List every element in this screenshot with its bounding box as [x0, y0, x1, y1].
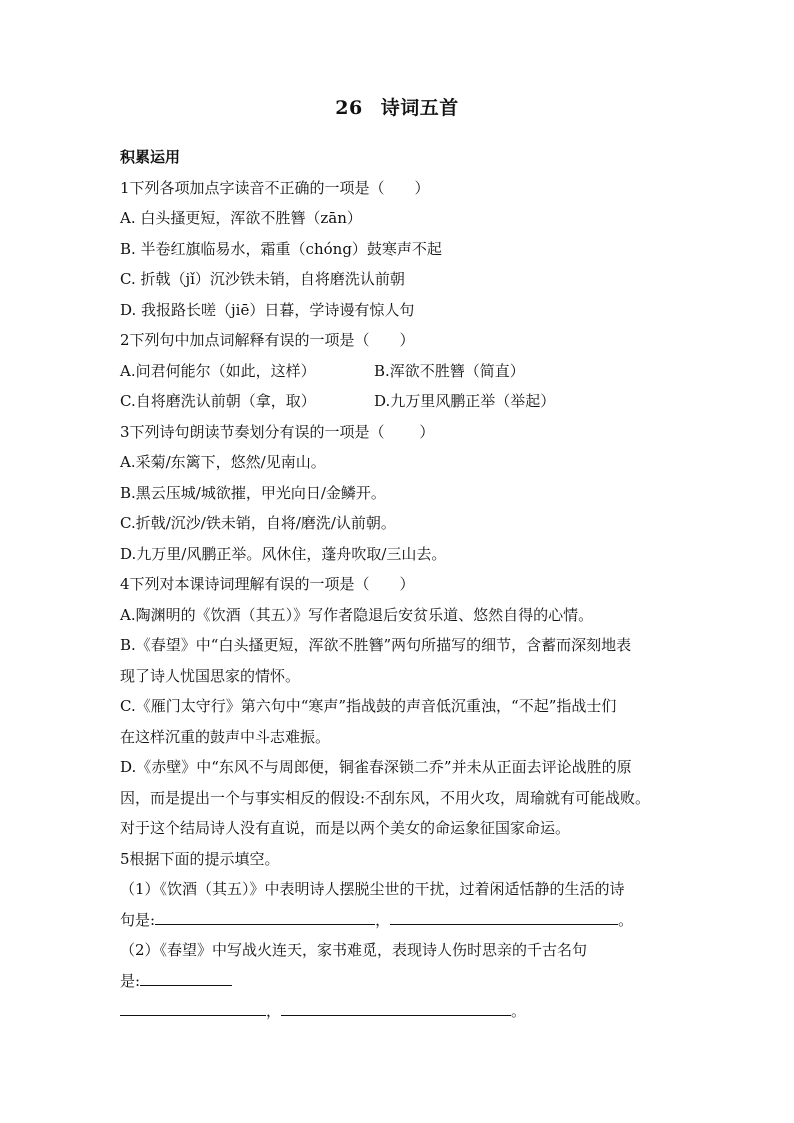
question-stem: 2下列句中加点词解释有误的一项是（ ） [120, 331, 415, 349]
lesson-number: 26 [335, 97, 363, 119]
blank-end: 。 [618, 910, 634, 929]
prompt-2-lead: 是: [120, 971, 141, 990]
option-d-line-1: D.《赤壁》中“东风不与周郎便，铜雀春深锁二乔”并未从正面去评论战胜的原 [120, 758, 632, 776]
answer-blank-1b[interactable] [390, 910, 618, 925]
options-row-2 [120, 386, 674, 417]
lesson-title: 诗词五首 [380, 97, 459, 119]
option-b-line-1: B.《春望》中“白头搔更短，浑欲不胜簪”两句所描写的细节，含蓄而深刻地表 [120, 636, 632, 654]
prompt-1-line-2 [120, 905, 674, 936]
prompt-1-lead: 句是: [120, 910, 156, 929]
option-b-line-2: 现了诗人忧国思家的情怀。 [120, 666, 301, 685]
option-d: D. 我报路长嗟（jiē）日暮，学诗谩有惊人句 [120, 300, 415, 319]
page-title [120, 96, 674, 120]
option-b: B. 半卷红旗临易水，霜重（chóng）鼓寒声不起 [120, 239, 442, 258]
options-row-1 [120, 356, 674, 387]
answer-blank-1a[interactable] [155, 910, 375, 925]
option-a: A.问君何能尔（如此，这样） [120, 361, 316, 380]
option-c: C.折戟/沉沙/铁未销，自将/磨洗/认前朝。 [120, 514, 396, 532]
option-c: C.自将磨洗认前朝（拿，取） [120, 392, 316, 410]
question-2 [120, 325, 674, 417]
question-stem: 5根据下面的提示填空。 [120, 849, 280, 868]
option-c-line-1: C.《雁门太守行》第六句中“寒声”指战鼓的声音低沉重浊，“不起”指战士们 [120, 697, 617, 715]
option-d: D.九万里/风鹏正举。风休住，蓬舟吹取/三山去。 [120, 544, 447, 563]
option-c-line-2: 在这样沉重的鼓声中斗志难振。 [120, 727, 331, 746]
question-3 [120, 417, 674, 570]
option-d-line-2: 因，而是提出一个与事实相反的假设:不刮东风，不用火攻，周瑜就有可能战败。 [120, 788, 651, 807]
section-heading: 积累运用 [120, 148, 181, 166]
option-b: B.黑云压城/城欲摧，甲光向日/金鳞开。 [120, 483, 386, 502]
question-stem: 4下列对本课诗词理解有误的一项是（ ） [120, 575, 415, 593]
blank-end: 。 [511, 1002, 527, 1020]
answer-blank-2c[interactable] [281, 1001, 511, 1016]
option-d: D.九万里风鹏正举（举起） [374, 392, 556, 410]
prompt-2-line-3 [120, 996, 674, 1027]
option-d-line-3: 对于这个结局诗人没有直说，而是以两个美女的命运象征国家命运。 [120, 819, 571, 837]
option-a: A.陶渊明的《饮酒（其五）》写作者隐退后安贫乐道、悠然自得的心情。 [120, 605, 594, 624]
blank-separator: ， [266, 1002, 282, 1020]
option-a: A.采菊/东篱下，悠然/见南山。 [120, 453, 326, 471]
answer-blank-2a[interactable] [140, 971, 232, 986]
option-c: C. 折戟（jǐ）沉沙铁未销，自将磨洗认前朝 [120, 270, 405, 288]
question-1 [120, 173, 674, 326]
blank-separator: ， [375, 910, 391, 929]
option-b: B.浑欲不胜簪（简直） [374, 361, 525, 380]
prompt-1-line-1: （1）《饮酒（其五）》中表明诗人摆脱尘世的干扰，过着闲适恬静的生活的诗 [120, 880, 625, 898]
question-stem: 3下列诗句朗读节奏划分有误的一项是（ ） [120, 422, 435, 441]
question-stem: 1下列各项加点字读音不正确的一项是（ ） [120, 178, 430, 197]
prompt-2-line-2 [120, 966, 674, 997]
option-a: A. 白头搔更短，浑欲不胜簪（zān） [120, 209, 362, 227]
prompt-2-line-1: （2）《春望》中写战火连天，家书难觅，表现诗人伤时思亲的千古名句 [120, 941, 588, 959]
question-5 [120, 844, 674, 1027]
answer-blank-2b[interactable] [120, 1001, 266, 1016]
question-4 [120, 569, 674, 844]
